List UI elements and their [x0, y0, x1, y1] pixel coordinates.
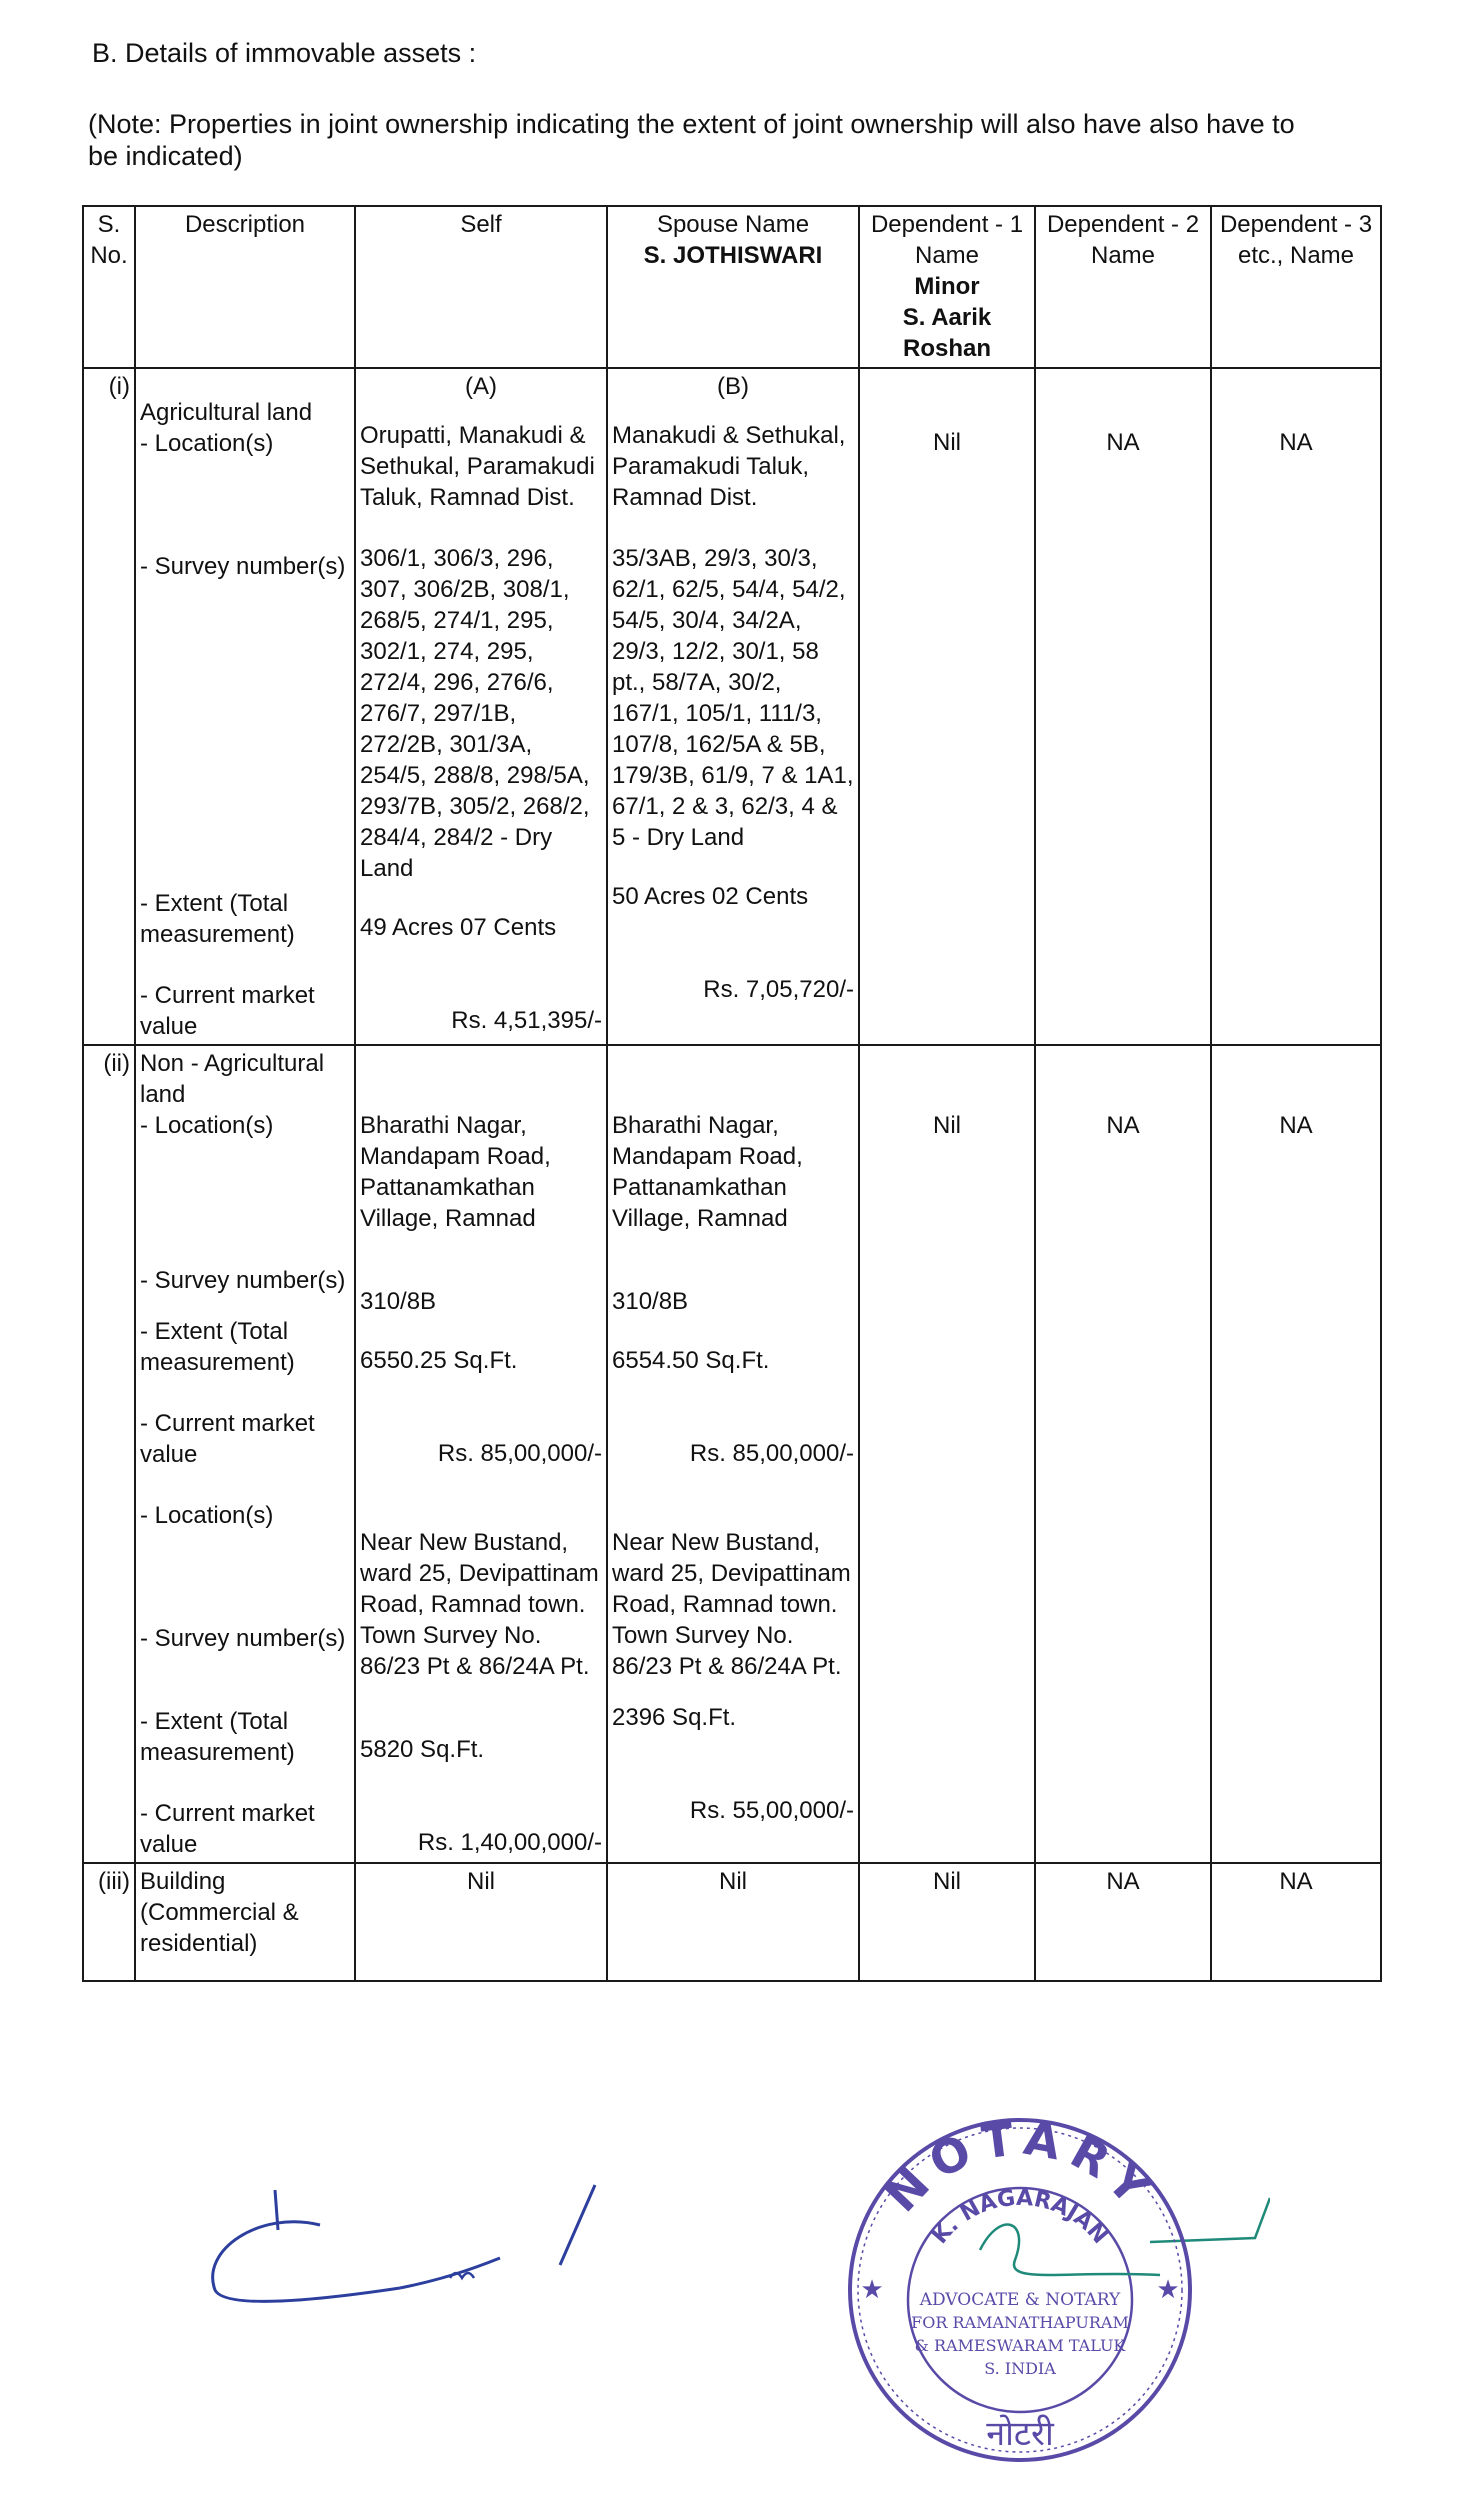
self-cell: [355, 1045, 607, 1863]
spouse-extent: 6554.50 Sq.Ft.: [612, 1347, 770, 1374]
spouse-cell: [607, 368, 859, 1045]
row-title: Agricultural land: [140, 399, 313, 426]
spouse-extent2: 2396 Sq.Ft.: [612, 1704, 737, 1731]
table-header-row: [83, 206, 1381, 368]
dep2-value: NA: [1106, 1112, 1140, 1139]
self-value2: Rs. 1,40,00,000/-: [417, 1829, 602, 1856]
dep3-cell: [1211, 368, 1381, 1045]
self-location2: Near New Bustand, ward 25, Devipattinam Road, Ramnad town. Town Survey No. 86/23 Pt & 86/24A Pt.: [360, 1529, 599, 1680]
self-value: Rs. 85,00,000/-: [437, 1440, 602, 1467]
header-dependent-1: [859, 206, 1035, 368]
value-label: - Current market value: [140, 1410, 315, 1468]
spouse-location2: Near New Bustand, ward 25, Devipattinam Road, Ramnad town. Town Survey No. 86/23 Pt & 86/24A Pt.: [612, 1529, 851, 1680]
spouse-location: Bharathi Nagar, Mandapam Road, Pattanamkathan Village, Ramnad: [612, 1112, 803, 1232]
header-description: Description: [135, 206, 355, 368]
table-row-agricultural: [83, 368, 1381, 1045]
spouse-location: Manakudi & Sethukal, Paramakudi Taluk, Ramnad Dist.: [612, 422, 846, 511]
self-location: Bharathi Nagar, Mandapam Road, Pattanamkathan Village, Ramnad: [360, 1112, 551, 1232]
stamp-top-text: NOTARY: [874, 2110, 1166, 2223]
stamp-bottom-text: नोटरी: [986, 2414, 1054, 2454]
row-title: Non - Agricultural land: [140, 1050, 325, 1108]
header-spouse: [607, 206, 859, 368]
dep2-value: NA: [1106, 429, 1140, 456]
column-b-label: (B): [717, 373, 749, 400]
row-title: Building (Commercial & residential): [135, 1863, 355, 1981]
header-sno: S. No.: [83, 206, 135, 368]
dep1-cell: [859, 368, 1035, 1045]
header-dep1-label: Dependent - 1 Name: [870, 211, 1024, 269]
column-a-label: (A): [465, 373, 497, 400]
extent-label: - Extent (Total measurement): [140, 1318, 295, 1376]
survey-label: - Survey number(s): [140, 553, 346, 580]
star-icon: ★: [1156, 2274, 1180, 2304]
row-description: [135, 1045, 355, 1863]
spouse-value: Nil: [607, 1863, 859, 1981]
stamp-name: K. NAGARAJAN: [927, 2185, 1113, 2249]
self-extent: 49 Acres 07 Cents: [360, 914, 557, 941]
dep2-cell: [1035, 368, 1211, 1045]
row-description: [135, 368, 355, 1045]
section-heading: B. Details of immovable assets :: [92, 38, 477, 68]
row-sno: (i): [83, 368, 135, 1045]
spouse-survey: 310/8B: [612, 1288, 689, 1315]
dep1-value: Nil: [933, 429, 961, 456]
dep1-value: Nil: [859, 1863, 1035, 1981]
star-icon: ★: [860, 2274, 884, 2304]
self-cell: [355, 368, 607, 1045]
spouse-survey: 35/3AB, 29/3, 30/3, 62/1, 62/5, 54/4, 54/2, 54/5, 30/4, 34/2A, 29/3, 12/2, 30/1, 58 pt., 58/7A, 30/2, 167/1, 105/1, 111/3, 107/8, 162/5A & 5B, 179/3B, 61/9, 7 & 1A1, 67/1, 2 & 3, 62/3, 4 & 5 - Dry Land: [612, 545, 854, 851]
extent2-label: - Extent (Total measurement): [140, 1708, 295, 1766]
stamp-line-4: S. INDIA: [984, 2359, 1056, 2378]
value-label: - Current market value: [140, 982, 315, 1040]
self-extent2: 5820 Sq.Ft.: [360, 1736, 485, 1763]
header-dependent-2: Dependent - 2 Name: [1035, 206, 1211, 368]
row-sno: (iii): [83, 1863, 135, 1981]
spouse-value2: Rs. 55,00,000/-: [689, 1797, 854, 1824]
dep2-value: NA: [1035, 1863, 1211, 1981]
survey2-label: - Survey number(s): [140, 1625, 346, 1652]
section-note: (Note: Properties in joint ownership indicating the extent of joint ownership will also have also have to be indicated): [88, 109, 1295, 171]
extent-label: - Extent (Total measurement): [140, 890, 295, 948]
dep2-cell: [1035, 1045, 1211, 1863]
dep3-cell: [1211, 1045, 1381, 1863]
stamp-line-3: & RAMESWARAM TALUK: [914, 2336, 1126, 2355]
table-row-non-agricultural: [83, 1045, 1381, 1863]
header-spouse-name: S. JOTHISWARI: [643, 242, 823, 269]
spouse-value: Rs. 85,00,000/-: [689, 1440, 854, 1467]
location2-label: - Location(s): [140, 1502, 274, 1529]
header-dep1-name-line2: S. Aarik Roshan: [902, 304, 992, 362]
stamp-line-2: FOR RAMANATHAPURAM: [911, 2313, 1129, 2332]
spouse-extent: 50 Acres 02 Cents: [612, 883, 809, 910]
location-label: - Location(s): [140, 1112, 274, 1139]
self-survey: 310/8B: [360, 1288, 437, 1315]
dep3-value: NA: [1211, 1863, 1381, 1981]
survey-label: - Survey number(s): [140, 1267, 346, 1294]
immovable-assets-table: [82, 205, 1382, 1982]
self-survey: 306/1, 306/3, 296, 307, 306/2B, 308/1, 268/5, 274/1, 295, 302/1, 274, 295, 272/4, 296, 276/6, 276/7, 297/1B, 272/2B, 301/3A, 254/5, 288/8, 298/5A, 293/7B, 305/2, 268/2, 284/4, 284/2 - Dry Land: [360, 545, 590, 882]
dep3-value: NA: [1279, 1112, 1313, 1139]
dep1-cell: [859, 1045, 1035, 1863]
self-value: Nil: [355, 1863, 607, 1981]
stamp-line-1: ADVOCATE & NOTARY: [919, 2290, 1121, 2310]
table-row-building: [83, 1863, 1381, 1981]
signature-mark: [200, 2170, 620, 2330]
row-sno: (ii): [83, 1045, 135, 1863]
header-spouse-label: Spouse Name: [656, 211, 810, 238]
spouse-cell: [607, 1045, 859, 1863]
spouse-value: Rs. 7,05,720/-: [703, 976, 854, 1003]
header-dep1-name-line1: Minor: [914, 273, 980, 300]
value2-label: - Current market value: [140, 1800, 315, 1858]
self-extent: 6550.25 Sq.Ft.: [360, 1347, 518, 1374]
dep1-value: Nil: [933, 1112, 961, 1139]
location-label: - Location(s): [140, 430, 274, 457]
notary-stamp: [830, 2100, 1210, 2480]
header-dependent-3: Dependent - 3 etc., Name: [1211, 206, 1381, 368]
header-self: Self: [355, 206, 607, 368]
self-location: Orupatti, Manakudi & Sethukal, Paramakudi Taluk, Ramnad Dist.: [360, 422, 595, 511]
self-value: Rs. 4,51,395/-: [451, 1007, 602, 1034]
dep3-value: NA: [1279, 429, 1313, 456]
